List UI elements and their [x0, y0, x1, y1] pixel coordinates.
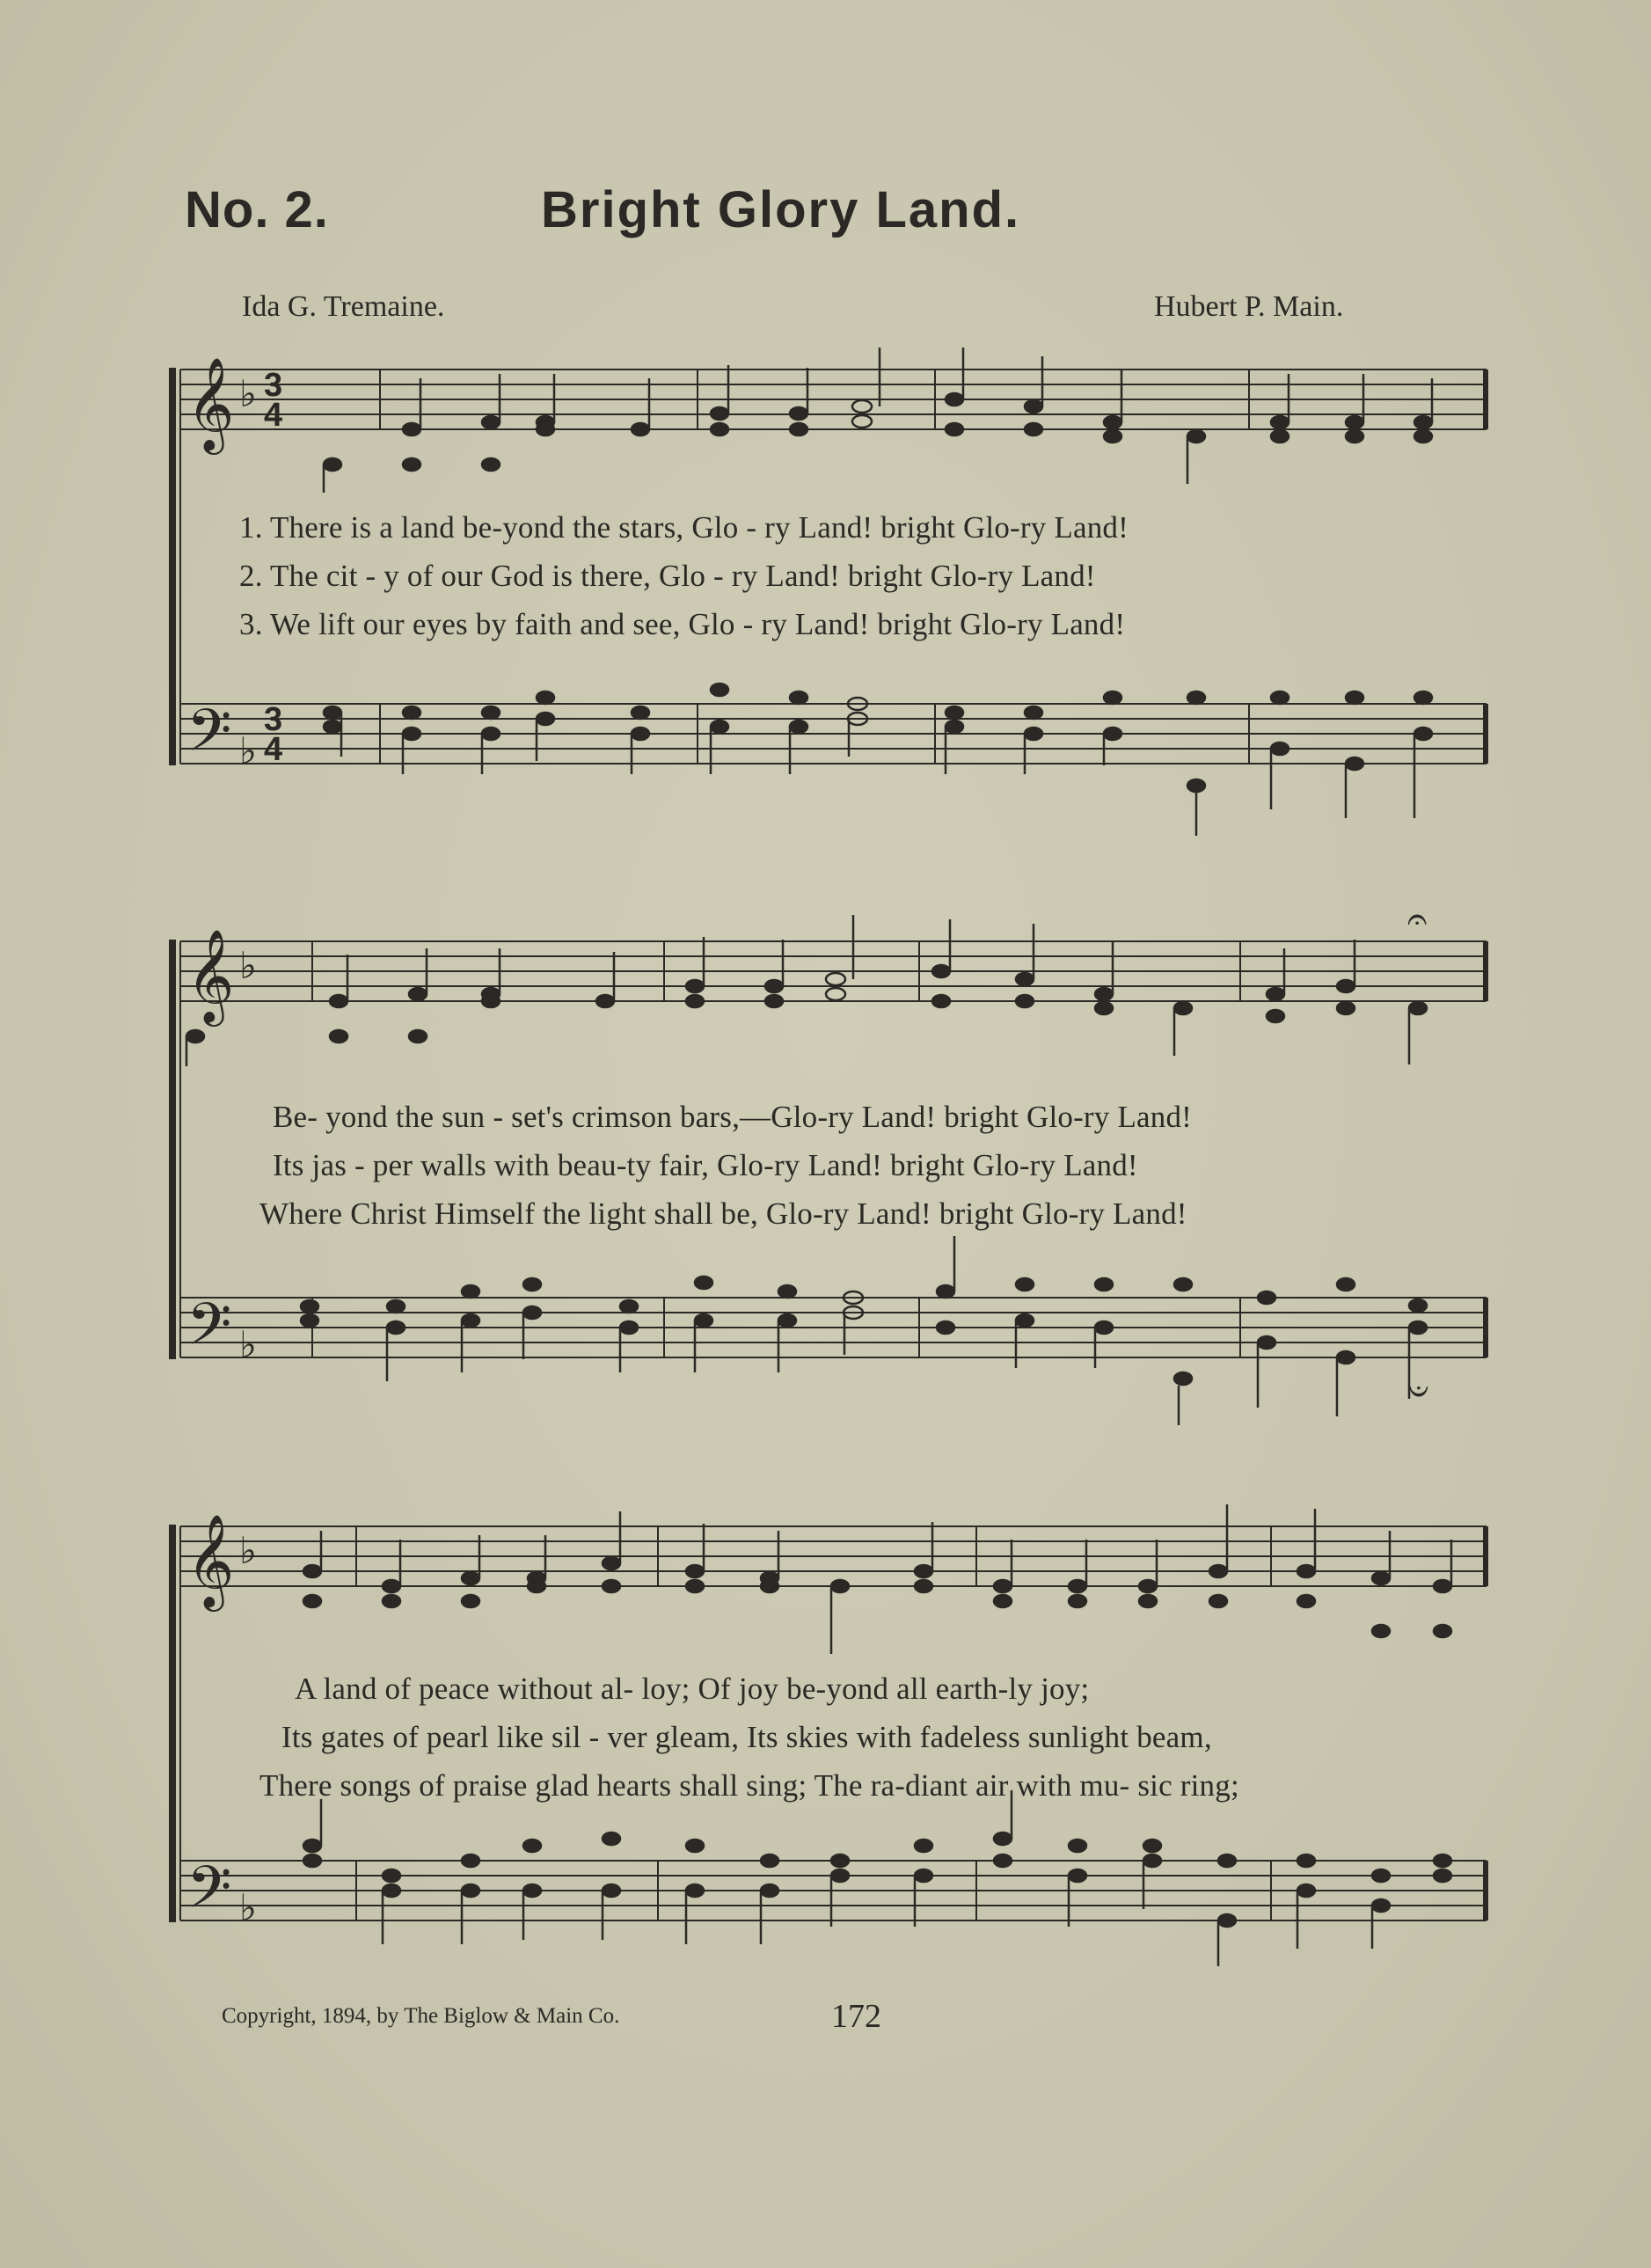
system-end-barline — [1483, 1526, 1488, 1920]
treble-clef-icon: 𝄞 — [186, 928, 235, 1022]
treble-clef-icon: 𝄞 — [186, 1513, 235, 1607]
lyric-line: Where Christ Himself the light shall be, Glo-ry Land! bright Glo-ry Land! — [259, 1196, 1187, 1231]
lyric-line: Be- yond the sun - set's crimson bars,—Glo-ry Land! bright Glo-ry Land! — [273, 1100, 1193, 1134]
bass-notes — [301, 1236, 1427, 1425]
music-system-3 — [0, 1487, 1651, 1997]
system-end-barline — [1483, 941, 1488, 1357]
bass-notes — [303, 1790, 1451, 1966]
treble-staff — [180, 369, 1487, 429]
fermata-icon: 𝄐 — [1407, 899, 1428, 940]
lyric-line: Its jas - per walls with beau-ty fair, Glo-ry Land! bright Glo-ry Land! — [273, 1148, 1138, 1182]
bass-notes — [324, 684, 1432, 836]
score-system-1 — [0, 0, 1651, 836]
author: Ida G. Tremaine. — [242, 290, 445, 323]
bass-clef-icon: 𝄢 — [186, 697, 232, 779]
lyric-line: 1. There is a land be-yond the stars, Glo - ry Land! bright Glo-ry Land! — [239, 510, 1129, 545]
treble-staff — [180, 1526, 1487, 1586]
treble-staff — [180, 941, 1487, 1001]
system-end-barline — [1483, 369, 1488, 764]
music-system-1 — [0, 0, 1651, 836]
bass-clef-icon: 𝄢 — [186, 1854, 232, 1935]
flat-icon: ♭ — [239, 1886, 257, 1929]
page-number: 172 — [831, 1998, 881, 2035]
bass-staff — [180, 1298, 1487, 1357]
lyric-line: 3. We lift our eyes by faith and see, Glo - ry Land! bright Glo-ry Land! — [239, 607, 1126, 641]
treble-clef-icon: 𝄞 — [186, 356, 235, 450]
hymn-number: No. 2. — [185, 181, 329, 238]
copyright-notice: Copyright, 1894, by The Biglow & Main Co. — [222, 2004, 620, 2028]
flat-icon: ♭ — [239, 944, 257, 987]
system-brace — [169, 940, 176, 1359]
music-system-2 — [0, 880, 1651, 1443]
flat-icon: ♭ — [239, 1323, 257, 1366]
flat-icon: ♭ — [239, 729, 257, 772]
flat-icon: ♭ — [239, 372, 257, 415]
flat-icon: ♭ — [239, 1529, 257, 1572]
lyric-line: 2. The cit - y of our God is there, Glo - ry Land! bright Glo-ry Land! — [239, 559, 1096, 593]
lyric-line: A land of peace without al- loy; Of joy be-yond all earth-ly joy; — [295, 1672, 1090, 1706]
composer: Hubert P. Main. — [1154, 290, 1344, 323]
hymn-title: Bright Glory Land. — [541, 181, 1021, 238]
lyric-line: There songs of praise glad hearts shall sing; The ra-diant air with mu- sic ring; — [259, 1768, 1239, 1803]
fermata-icon: 𝄐 — [1408, 1372, 1428, 1412]
time-signature-bottom: 4 — [264, 731, 283, 768]
bass-staff — [180, 1861, 1487, 1920]
system-brace — [169, 1525, 176, 1922]
time-signature-top: 3 — [264, 701, 283, 738]
time-signature-bottom: 4 — [264, 397, 283, 434]
time-signature-top: 3 — [264, 367, 283, 404]
bass-staff — [180, 704, 1487, 764]
bass-clef-icon: 𝄢 — [186, 1291, 232, 1372]
lyric-line: Its gates of pearl like sil - ver gleam, Its skies with fadeless sunlight beam, — [281, 1720, 1212, 1754]
system-brace — [169, 368, 176, 765]
